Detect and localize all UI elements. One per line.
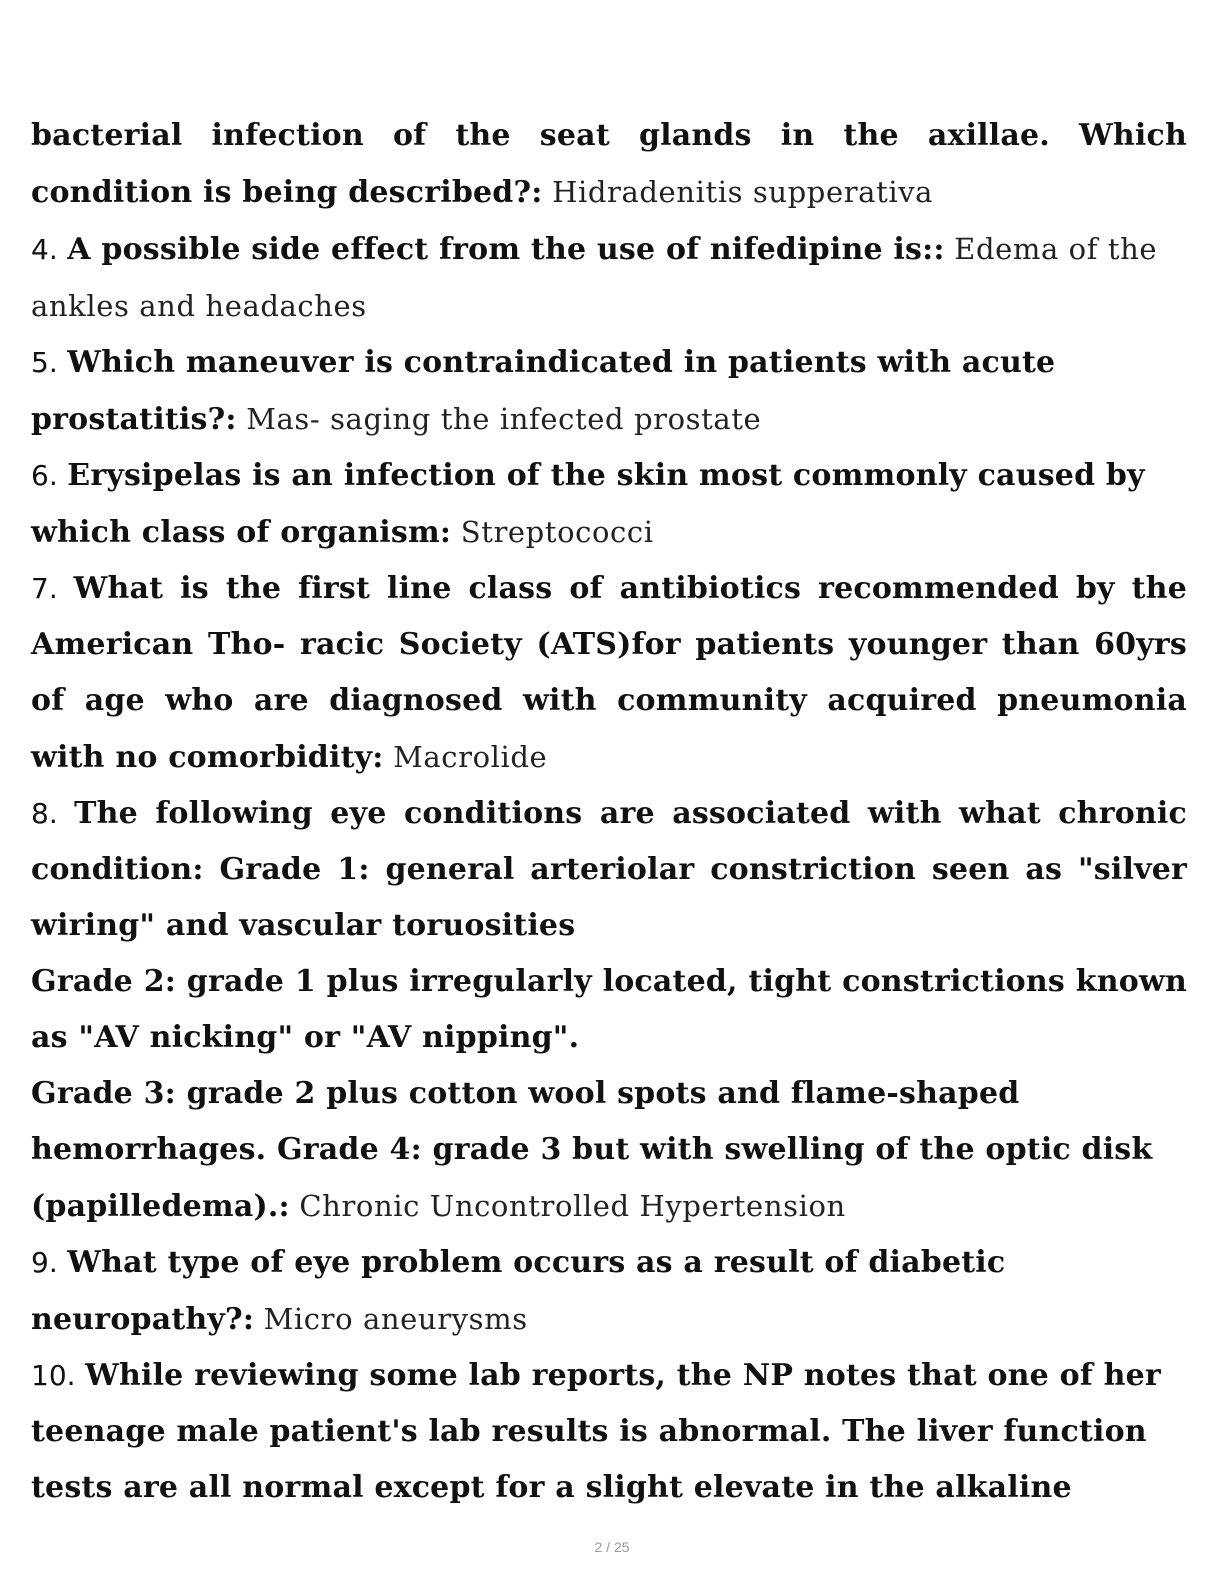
entry-number: 7. (31, 572, 58, 605)
qa-entry-5 (31, 335, 1187, 448)
qa-entry-4 (31, 221, 1187, 335)
question-text: Grade 3: grade 2 plus cotton wool spots and flame-shaped hemorrhages. Grade 4: grade 3 but with swelling of the optic disk (papilledema).: (31, 1076, 1153, 1224)
answer-text: Streptococci (460, 515, 654, 549)
qa-entry-7 (31, 561, 1187, 786)
question-text: While reviewing some lab reports, the NP notes that one of her teenage male patient's lab results is abnormal. The liver function tests are all normal except for a slight elevate in the alkaline (31, 1358, 1161, 1505)
page-number: 2 / 25 (594, 1539, 630, 1555)
answer-text: Macrolide (393, 740, 548, 774)
qa-entry-10 (31, 1348, 1187, 1516)
answer-text: Edema of the ankles and headaches (31, 232, 1158, 323)
question-text: Erysipelas is an infection of the skin most commonly caused by which class of organism: (31, 458, 1145, 550)
question-text: The following eye conditions are associated with what chronic condition: Grade 1: general arteriolar constriction seen as "silver wiring" and vascular toruosities (31, 796, 1187, 943)
question-paragraph (31, 1066, 1187, 1235)
qa-entry-8 (31, 786, 1187, 1235)
entry-number: 10. (31, 1359, 76, 1392)
qa-entry-6 (31, 448, 1187, 561)
entry-number: 4. (31, 233, 58, 266)
document-body (31, 108, 1187, 1516)
question-text: Which maneuver is contraindicated in patients with acute prostatitis?: (31, 345, 1056, 437)
qa-entry-3-continued (31, 108, 1187, 221)
entry-number: 6. (31, 459, 58, 492)
entry-number: 8. (31, 797, 58, 830)
entry-number: 9. (31, 1246, 58, 1279)
answer-text: Mas- saging the infected prostate (246, 402, 762, 436)
question-text: What is the first line class of antibiotics recommended by the American Tho- racic Society (ATS)for patients younger than 60yrs of age who are diagnosed with community acquired pneumonia with no comorbidity: (31, 571, 1187, 775)
qa-entry-9 (31, 1235, 1187, 1348)
answer-text: Chronic Uncontrolled Hypertension (299, 1189, 846, 1223)
question-text: Grade 2: grade 1 plus irregularly located, tight constrictions known as "AV nicking" or "AV nipping". (31, 964, 1187, 1055)
question-text: What type of eye problem occurs as a result of diabetic neuropathy?: (31, 1245, 1006, 1337)
question-text: bacterial infection of the seat glands in the axillae. Which condition is being described?: (31, 118, 1187, 210)
answer-text: Hidradenitis supperativa (552, 175, 934, 209)
question-paragraph (31, 954, 1187, 1066)
question-text: A possible side effect from the use of nifedipine is:: (67, 232, 945, 267)
answer-text: Micro aneurysms (263, 1302, 528, 1336)
entry-number: 5. (31, 346, 58, 379)
question-paragraph (31, 786, 1187, 954)
